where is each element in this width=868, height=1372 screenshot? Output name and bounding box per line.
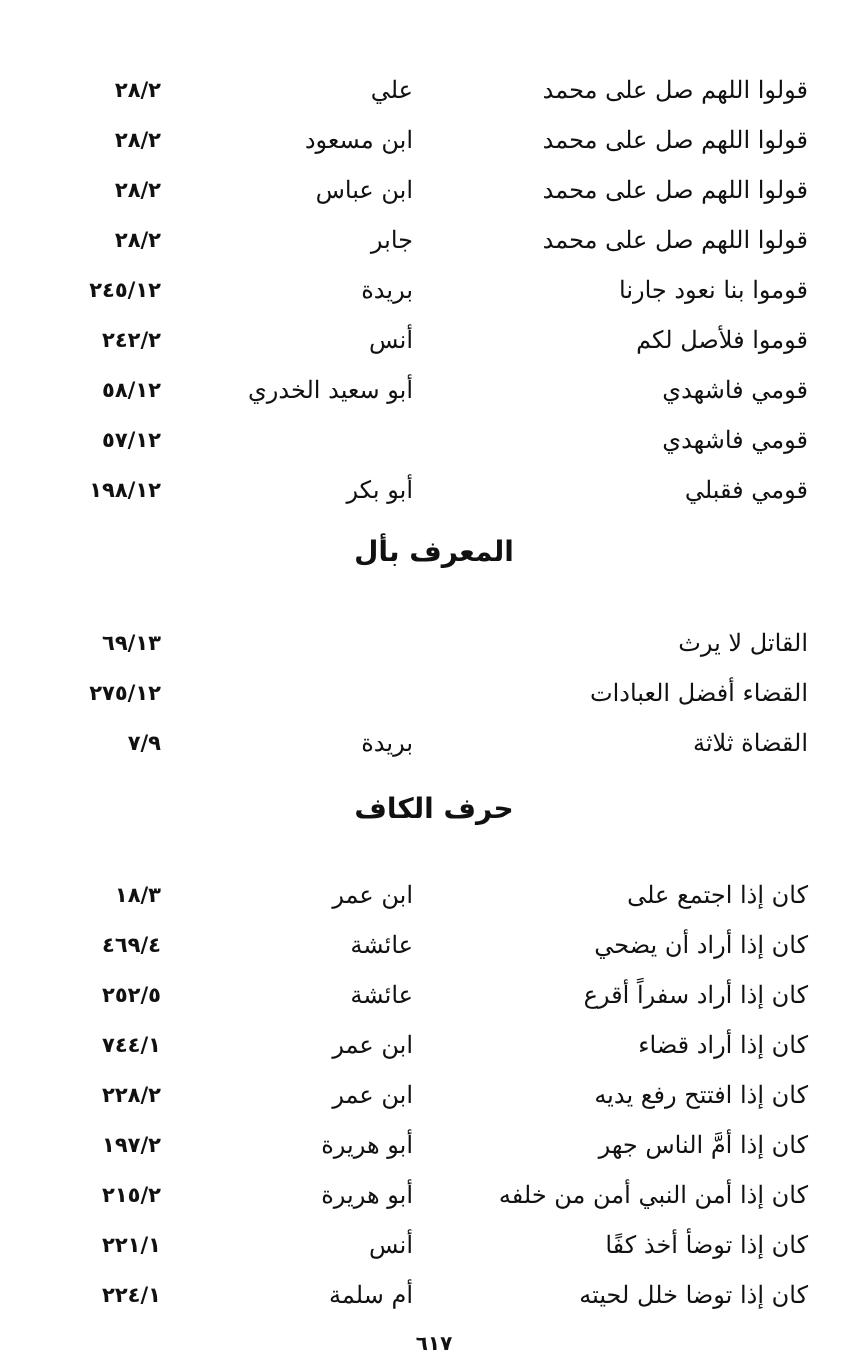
index-entry: [0, 115, 868, 165]
index-entry: [0, 920, 868, 970]
hadith-text: قولوا اللهم صل على محمد: [542, 226, 808, 254]
hadith-text: كان إذا توضأ أخذ كفًا: [605, 1231, 808, 1259]
volume-page-ref: ٢٢٤/١: [102, 1283, 161, 1307]
narrator-name: ابن مسعود: [304, 126, 413, 154]
volume-page-ref: ٤٦٩/٤: [102, 933, 161, 957]
hadith-text: كان إذا أراد سفراً أقرع: [583, 981, 808, 1009]
volume-page-ref: ١٩٨/١٢: [89, 478, 161, 502]
volume-page-ref: ٢١٥/٢: [102, 1183, 161, 1207]
volume-page-ref: ٢٢٨/٢: [102, 1083, 161, 1107]
index-entry: [0, 465, 868, 515]
index-entry: [0, 1220, 868, 1270]
hadith-text: القضاة ثلاثة: [693, 729, 808, 757]
narrator-name: بريدة: [361, 729, 413, 757]
index-entry: [0, 365, 868, 415]
page-number: ٦١٧: [415, 1331, 453, 1355]
narrator-name: أبو بكر: [346, 476, 413, 504]
index-entry: [0, 618, 868, 668]
index-entry: [0, 1170, 868, 1220]
narrator-name: أبو هريرة: [321, 1181, 413, 1209]
narrator-name: علي: [370, 76, 413, 104]
hadith-text: كان إذا أراد أن يضحي: [594, 931, 808, 959]
hadith-text: القاتل لا يرث: [678, 629, 808, 657]
volume-page-ref: ٧/٩: [127, 731, 161, 755]
hadith-text: قولوا اللهم صل على محمد: [542, 76, 808, 104]
volume-page-ref: ٥٨/١٢: [102, 378, 161, 402]
section-heading: المعرف بأل: [354, 535, 514, 568]
hadith-text: كان إذا أراد قضاء: [638, 1031, 808, 1059]
volume-page-ref: ٢٧٥/١٢: [89, 681, 161, 705]
hadith-text: قومي فاشهدي: [662, 426, 808, 454]
hadith-text: كان إذا أمن النبي أمن من خلفه: [498, 1181, 808, 1209]
volume-page-ref: ٢٨/٢: [114, 228, 161, 252]
volume-page-ref: ١٩٧/٢: [102, 1133, 161, 1157]
hadith-text: كان إذا افتتح رفع يديه: [594, 1081, 808, 1109]
narrator-name: أم سلمة: [329, 1281, 413, 1309]
index-entry: [0, 718, 868, 768]
index-entry: [0, 870, 868, 920]
hadith-text: قولوا اللهم صل على محمد: [542, 176, 808, 204]
narrator-name: أنس: [369, 326, 413, 354]
volume-page-ref: ٢٨/٢: [114, 128, 161, 152]
index-entry: [0, 1020, 868, 1070]
section-heading: حرف الكاف: [354, 792, 514, 825]
narrator-name: أبو هريرة: [321, 1131, 413, 1159]
volume-page-ref: ٧٤٤/١: [102, 1033, 161, 1057]
volume-page-ref: ٢٨/٢: [114, 178, 161, 202]
hadith-text: كان إذا اجتمع على: [627, 881, 808, 909]
volume-page-ref: ٢٤٢/٢: [102, 328, 161, 352]
hadith-text: قوموا فلأصل لكم: [636, 326, 808, 354]
index-entry: [0, 668, 868, 718]
hadith-text: قومي فقبلي: [684, 476, 808, 504]
volume-page-ref: ٢٥٢/٥: [102, 983, 161, 1007]
narrator-name: بريدة: [361, 276, 413, 304]
hadith-text: قوموا بنا نعود جارنا: [619, 276, 808, 304]
index-entry: [0, 415, 868, 465]
index-entry: [0, 215, 868, 265]
index-entry: [0, 315, 868, 365]
narrator-name: جابر: [370, 226, 413, 254]
hadith-text: قومي فاشهدي: [662, 376, 808, 404]
index-entry: [0, 265, 868, 315]
narrator-name: ابن عباس: [315, 176, 413, 204]
narrator-name: أنس: [369, 1231, 413, 1259]
hadith-text: كان إذا أمَّ الناس جهر: [598, 1131, 808, 1159]
volume-page-ref: ٢٢١/١: [102, 1233, 161, 1257]
hadith-text: كان إذا توضا خلل لحيته: [579, 1281, 808, 1309]
narrator-name: عائشة: [350, 931, 413, 959]
index-entry: [0, 65, 868, 115]
index-entry: [0, 165, 868, 215]
hadith-text: قولوا اللهم صل على محمد: [542, 126, 808, 154]
narrator-name: أبو سعيد الخدري: [248, 376, 413, 404]
narrator-name: ابن عمر: [332, 1031, 413, 1059]
hadith-text: القضاء أفضل العبادات: [590, 679, 808, 707]
index-entry: [0, 970, 868, 1020]
index-entry: [0, 1070, 868, 1120]
volume-page-ref: ١٨/٣: [114, 883, 161, 907]
narrator-name: عائشة: [350, 981, 413, 1009]
narrator-name: ابن عمر: [332, 1081, 413, 1109]
narrator-name: ابن عمر: [332, 881, 413, 909]
volume-page-ref: ٥٧/١٢: [102, 428, 161, 452]
volume-page-ref: ٢٤٥/١٢: [89, 278, 161, 302]
index-entry: [0, 1120, 868, 1170]
volume-page-ref: ٦٩/١٣: [102, 631, 161, 655]
volume-page-ref: ٢٨/٢: [114, 78, 161, 102]
index-entry: [0, 1270, 868, 1320]
